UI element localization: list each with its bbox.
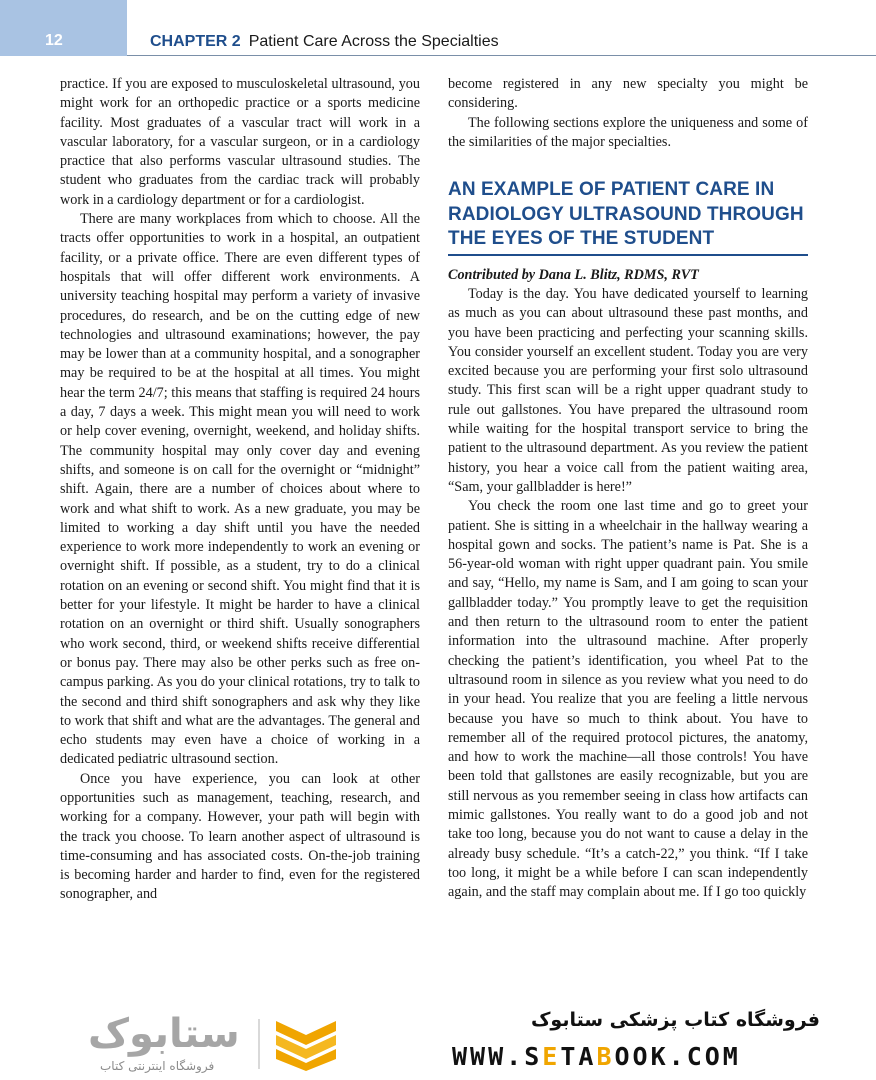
store-name: فروشگاه کتاب پزشکی ستابوک bbox=[530, 1009, 820, 1031]
left-text-column bbox=[60, 75, 420, 905]
watermark-divider bbox=[258, 1019, 260, 1069]
body-paragraph: become registered in any new specialty you might be considering. bbox=[448, 76, 808, 112]
page-number-tab bbox=[0, 0, 127, 56]
body-paragraph: Today is the day. You have dedicated yourself to learning as much as you can about ultrasound these past months, and you have been practicing and perfecting your scanning skills. You consider yourself an excellent student. Today you are very excited because you are performing your first solo ultrasound study. This first scan will be a right upper quadrant study to rule out gallstones. You have prepared the ultrasound room while waiting for the hospital transport service to bring the patient to the ultrasound department. As you review the patient history, you hear a voice call from the patient waiting area, “Sam, your gallbladder is here!” bbox=[448, 285, 808, 495]
section-heading: AN EXAMPLE OF PATIENT CARE IN RADIOLOGY ULTRASOUND THROUGH THE EYES OF THE STUDENT bbox=[448, 179, 804, 250]
url-part-highlight: B bbox=[596, 1042, 615, 1071]
body-paragraph: There are many workplaces from which to choose. All the tracts offer opportunities to work in a hospital, an outpatient facility, or a private office. There are even different types of hospitals that will offer different work environments. A university teaching hospital may perform a variety of invasive procedures, do research, and be on the cutting edge of new technologies and ultrasound examinations; however, the pay may be lower than at a community hospital, and a sonographer may be required to be at the hospital at all times. You might hear the term 24/7; this means that staffing is required 24 hours a day, 7 days a week. This might mean you will need to work or help cover evening, overnight, weekend, and holiday shifts. The community hospital may only cover day and evening shifts, and someone is on call for the overnight or “midnight” shift. Again, there are a number of choices about where to work and what shift to work. As a new graduate, you may be limited to working a day shift until you have the needed experience to work more independently to work an evening or overnight shift. If possible, as a student, try to do a clinical rotation on an evening or second shift. You might find that it is better for your lifestyle. It might be harder to have a clinical rotation on an overnight or third shift. Usually sonographers who work second, third, or weekend shifts receive differential or bonus pay. There may also be other perks such as free on-campus parking. As you do your clinical rotations, try to talk to the second and third shift sonographers and ask why they like to work that shift and what are the advantages. The general and echo students may even have a choice of working in a dedicated pediatric ultrasound section. bbox=[60, 211, 420, 768]
body-paragraph: Once you have experience, you can look at other opportunities such as management, teaching, research, and working for a company. However, your path will begin with the track you choose. To learn another aspect of ultrasound is time-consuming and has associated costs. On-the-job training is becoming harder and harder to find, even for the registered sonographer, and bbox=[60, 770, 420, 903]
chapter-label: CHAPTER 2 bbox=[150, 33, 241, 50]
url-part: TA bbox=[560, 1042, 597, 1071]
brand-logo-subtext: فروشگاه اینترنتی کتاب bbox=[100, 1059, 215, 1073]
section-heading-rule bbox=[448, 254, 808, 256]
url-part-highlight: E bbox=[542, 1042, 561, 1071]
page-number: 12 bbox=[45, 32, 63, 49]
header-rule bbox=[127, 55, 876, 56]
right-text-column bbox=[448, 75, 808, 902]
store-url bbox=[452, 1042, 741, 1071]
body-paragraph: practice. If you are exposed to musculoskeletal ultrasound, you might work for an orthopedic practice or a sports medicine facility. Most graduates of a vascular tract will work in a vascular laboratory, for a vascular surgeon, or in a cardiology practice that also performs vascular ultrasound studies. The student who graduates from the cardiac track will probably work in a cardiology department or for a cardiologist. bbox=[60, 76, 420, 208]
stacked-chevrons-book-icon bbox=[272, 1017, 340, 1071]
body-paragraph: You check the room one last time and go to greet your patient. She is sitting in a wheelchair in the hallway wearing a hospital gown and socks. The patient’s name is Pat. She is a 56-year-old woman with right upper quadrant pain. You smile and say, “Hello, my name is Sam, and I am going to scan your gallbladder today.” You promptly leave to get the requisition and then return to the ultrasound room to enter the patient information into the ultrasound machine. After properly checking the patient’s identification, you wheel Pat to the ultrasound room in silence as you review what you need to do in your head. You realize that you are feeling a little nervous because you have so much to think about. You have to remember all of the required protocol pictures, the anatomy, and how to work the machine—all those controls! You have been told that gallstones are easily recognizable, but you are still nervous as you remember seeing in class how artifacts can mimic gallstones. You really want to do a good job and not take too long, because you do not want to cause a delay in the already busy schedule. “It’s a catch-22,” you think. “If I take too long, it might be a while before I can scan independently again, and the staff may complain about me. If I go too quickly bbox=[448, 498, 808, 901]
brand-logo-text: ستابوک bbox=[88, 1011, 240, 1057]
page-bottom-fade bbox=[50, 965, 826, 997]
chapter-title: Patient Care Across the Specialties bbox=[248, 33, 499, 50]
contributor-byline: Contributed by Dana L. Blitz, RDMS, RVT bbox=[448, 266, 699, 283]
body-paragraph: The following sections explore the uniqueness and some of the similarities of the major specialties. bbox=[448, 114, 808, 150]
publisher-watermark bbox=[0, 997, 876, 1080]
url-part: OOK.COM bbox=[614, 1042, 741, 1071]
url-part: WWW.S bbox=[452, 1042, 543, 1071]
running-header bbox=[150, 33, 499, 51]
